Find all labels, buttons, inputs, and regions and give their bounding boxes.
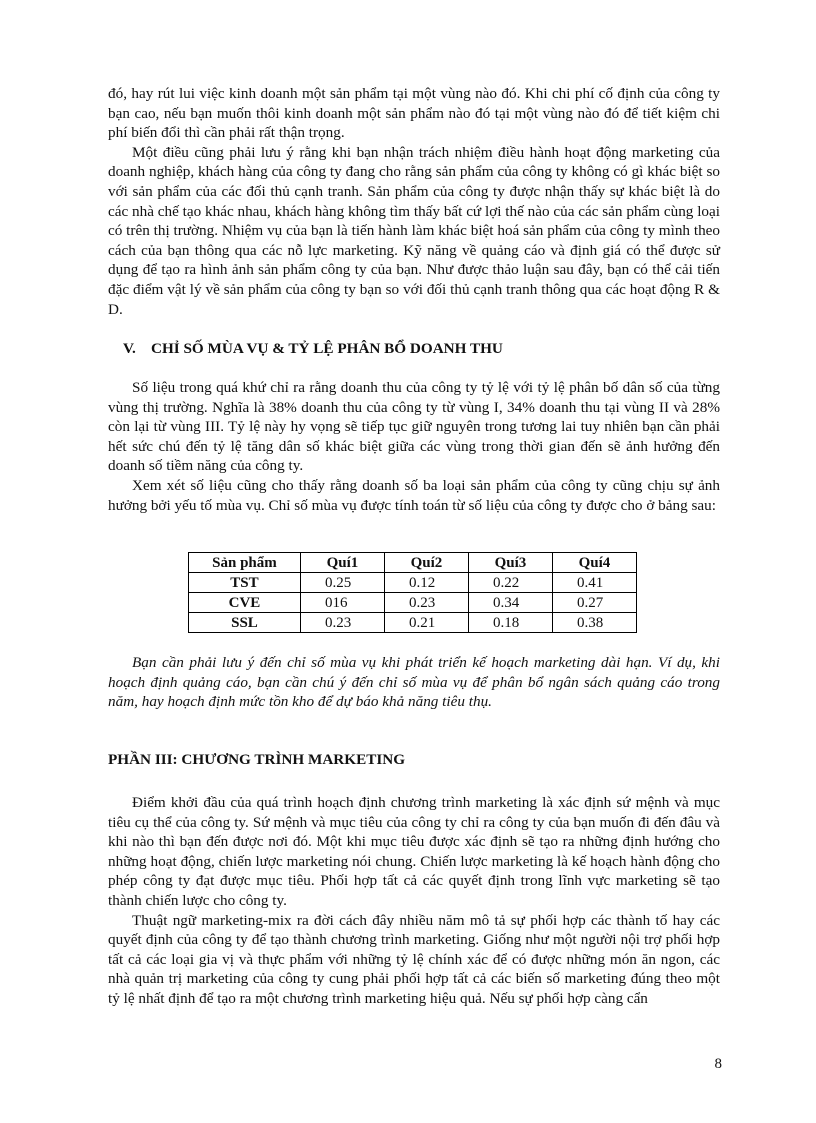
note-text: Bạn cần phải lưu ý đến chỉ số mùa vụ khi phát triển kế hoạch marketing dài hạn. Ví dụ, khi hoạch định quảng cáo, bạn cần chú ý đến chỉ số mùa vụ để phân bổ ngân sách quảng cáo trong năm, hay hoạch định mức tồn kho để dự báo khả năng tiêu thụ. — [108, 654, 720, 711]
table-row — [189, 613, 637, 633]
value-cell: 0.34 — [468, 593, 552, 613]
table-row — [189, 573, 637, 593]
part-iii-text — [108, 793, 720, 1009]
paragraph: Thuật ngữ marketing-mix ra đời cách đây nhiều năm mô tả sự phối hợp các thành tố hay các quyết định của công ty để tạo thành chương trình marketing. Giống như một người nội trợ phối hợp tất cả các loại gia vị và thực phẩm với những tỷ lệ chính xác để có được những món ăn ngon, các nhà quản trị marketing của công ty cung phải phối hợp tất cả các biến số marketing đúng theo một tỷ lệ nhất định để tạo ra một chương trình marketing hiệu quả. Nếu sự phối hợp càng cẩn — [108, 911, 720, 1007]
table-header-row — [189, 553, 637, 573]
product-cell: TST — [189, 573, 301, 593]
column-header: Quí2 — [384, 553, 468, 573]
table-row — [189, 593, 637, 613]
product-cell: SSL — [189, 613, 301, 633]
seasonal-note — [108, 653, 720, 712]
value-cell: 0.25 — [300, 573, 384, 593]
section-heading-v — [108, 339, 720, 359]
value-cell: 0.21 — [384, 613, 468, 633]
paragraph: Một điều cũng phải lưu ý rằng khi bạn nhận trách nhiệm điều hành hoạt động marketing của doanh nghiệp, khách hàng của công ty đang cho rằng sản phẩm của công ty không có gì khác biệt so với sản phẩm của các đối thủ cạnh tranh. Sản phẩm của công ty được nhận thấy sự khác biệt là do các nhà chế tạo khác nhau, khách hàng không tìm thấy bất cứ lợi thế nào của các sản phẩm cùng loại có trên thị trường. Nhiệm vụ của bạn là tiến hành làm khác biệt hoá sản phẩm của công ty mình theo cách của bạn thông qua các nỗ lực marketing. Kỹ năng về quảng cáo và định giá có thể được sử dụng để tạo ra hình ảnh sản phẩm công ty của bạn. Như được thảo luận sau đây, bạn có thể cải tiến đặc điểm vật lý về sản phẩm của công ty bạn so với đối thủ cạnh tranh thông qua các hoạt động R & D. — [108, 143, 720, 318]
paragraph: đó, hay rút lui việc kinh doanh một sản phẩm tại một vùng nào đó. Khi chi phí cố định của công ty bạn cao, nếu bạn muốn thôi kinh doanh một sản phẩm nào đó tại một vùng nào đó để tiết kiệm chi phí biến đổi thì cần phải rất thận trọng. — [108, 85, 720, 142]
column-header: Quí1 — [300, 553, 384, 573]
value-cell: 0.23 — [384, 593, 468, 613]
value-cell: 0.23 — [300, 613, 384, 633]
paragraph: Số liệu trong quá khứ chỉ ra rằng doanh thu của công ty tỷ lệ với tỷ lệ phân bố dân số của từng vùng thị trường. Nghĩa là 38% doanh thu của công ty từ vùng I, 34% doanh thu tại vùng II và 28% còn lại từ vùng III. Tỷ lệ này hy vọng sẽ tiếp tục giữ nguyên trong tương lai tuy nhiên bạn cần phải hết sức chú đến tỷ lệ tăng dân số khác biệt giữa các vùng trong thời gian đến sẽ ảnh hưởng đến doanh số tiềm năng của công ty. — [108, 379, 720, 475]
column-header: Quí3 — [468, 553, 552, 573]
paragraph: Xem xét số liệu cũng cho thấy rằng doanh số ba loại sản phẩm của công ty cũng chịu sự ảnh hưởng bởi yếu tố mùa vụ. Chỉ số mùa vụ được tính toán từ số liệu của công ty được cho ở bảng sau: — [108, 476, 720, 514]
section-number: V. — [123, 340, 136, 357]
value-cell: 016 — [300, 593, 384, 613]
column-header: Quí4 — [552, 553, 636, 573]
section-v-text — [108, 378, 720, 515]
value-cell: 0.12 — [384, 573, 468, 593]
paragraph: Điểm khởi đầu của quá trình hoạch định chương trình marketing là xác định sứ mệnh và mục tiêu cụ thể của công ty. Sứ mệnh và mục tiêu của công ty chỉ ra công ty của bạn muốn đi đến đâu và khi nào thì bạn đến được nơi đó. Một khi mục tiêu được xác định sẽ tạo ra những định hướng cho những hoạt động, chiến lược marketing nói chung. Chiến lược marketing là kế hoạch hành động cho phép công ty đạt được mục tiêu. Phối hợp tất cả các quyết định trong lĩnh vực marketing sẽ tạo thành chiến lược cho công ty. — [108, 794, 720, 909]
column-header: Sản phẩm — [189, 553, 301, 573]
value-cell: 0.38 — [552, 613, 636, 633]
part-iii-heading: PHẦN III: CHƯƠNG TRÌNH MARKETING — [108, 751, 406, 768]
value-cell: 0.18 — [468, 613, 552, 633]
value-cell: 0.41 — [552, 573, 636, 593]
seasonal-index-table — [188, 552, 637, 633]
section-title: CHỈ SỐ MÙA VỤ & TỶ LỆ PHÂN BỔ DOANH THU — [151, 340, 503, 357]
intro-text — [108, 84, 720, 319]
value-cell: 0.27 — [552, 593, 636, 613]
product-cell: CVE — [189, 593, 301, 613]
page-number: 8 — [714, 1056, 722, 1072]
value-cell: 0.22 — [468, 573, 552, 593]
